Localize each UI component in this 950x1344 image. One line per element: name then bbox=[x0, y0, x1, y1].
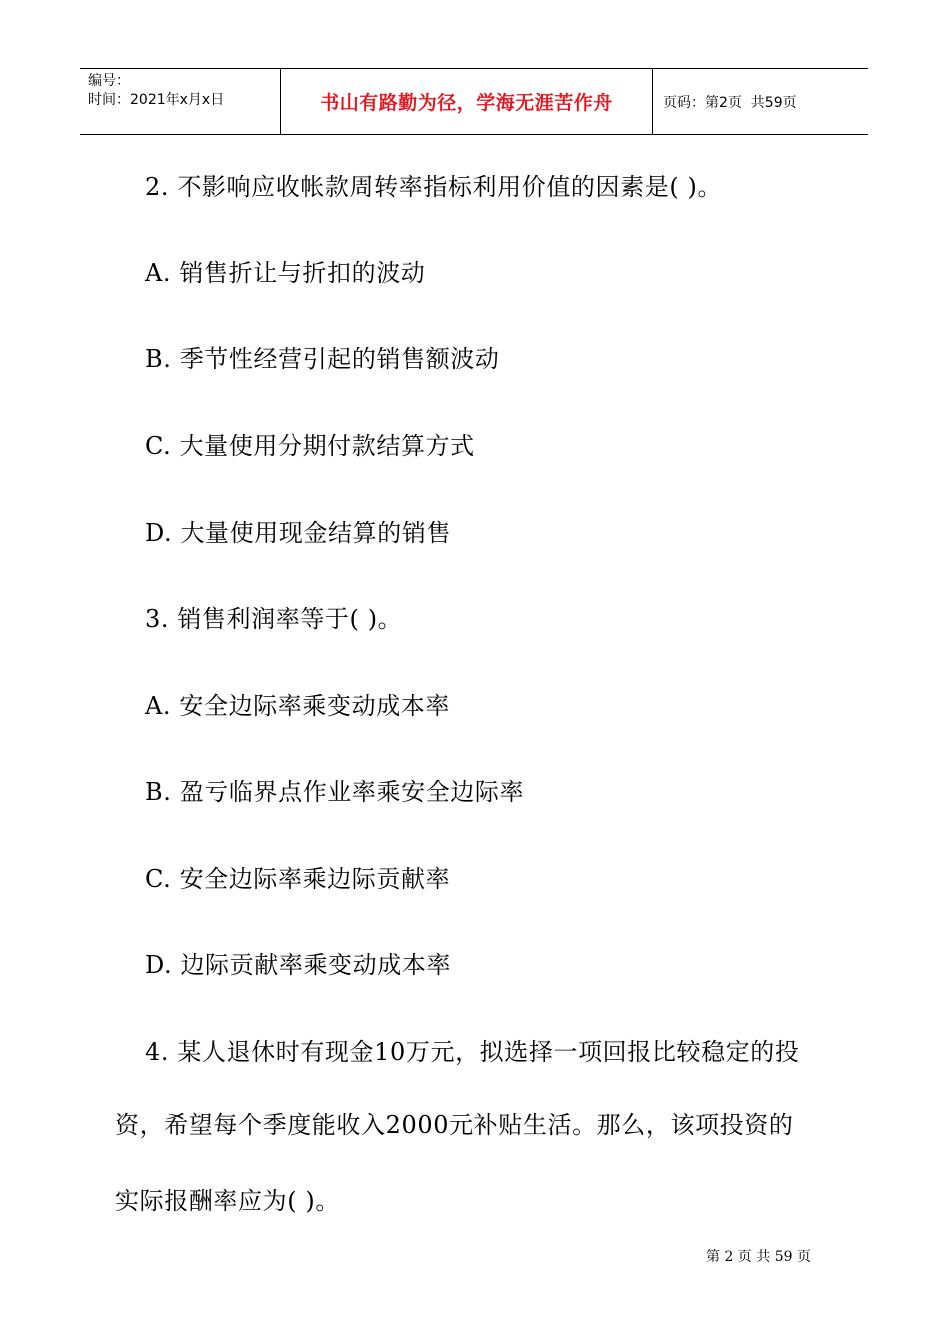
question-2-stem: 2. 不影响应收帐款周转率指标利用价值的因素是( )。 bbox=[145, 173, 723, 201]
question-2-option-a: A. 销售折让与折扣的波动 bbox=[145, 259, 426, 287]
question-4-line-1: 4. 某人退休时有现金10万元，拟选择一项回报比较稳定的投 bbox=[145, 1038, 800, 1066]
document-header bbox=[80, 68, 868, 135]
motto-text: 书山有路勤为径，学海无涯苦作舟 bbox=[320, 92, 613, 114]
header-page-cell bbox=[653, 69, 868, 134]
question-4-line-2: 资，希望每个季度能收入2000元补贴生活。那么，该项投资的 bbox=[115, 1111, 794, 1139]
question-2-option-d: D. 大量使用现金结算的销售 bbox=[145, 519, 452, 547]
page-info: 页码：第2页 共59页 bbox=[663, 94, 797, 111]
question-3-option-b: B. 盈亏临界点作业率乘安全边际率 bbox=[145, 778, 525, 806]
header-meta-cell bbox=[80, 69, 281, 134]
question-3-option-a: A. 安全边际率乘变动成本率 bbox=[145, 692, 450, 720]
time-label: 时间：2021年x月x日 bbox=[88, 92, 225, 108]
question-3-option-d: D. 边际贡献率乘变动成本率 bbox=[145, 951, 452, 979]
question-4-line-3: 实际报酬率应为( )。 bbox=[115, 1187, 340, 1215]
question-3-option-c: C. 安全边际率乘边际贡献率 bbox=[145, 865, 451, 893]
question-2-option-c: C. 大量使用分期付款结算方式 bbox=[145, 432, 475, 460]
question-3-stem: 3. 销售利润率等于( )。 bbox=[145, 605, 403, 633]
question-2-option-b: B. 季节性经营引起的销售额波动 bbox=[145, 345, 500, 373]
header-motto-cell bbox=[281, 69, 653, 134]
page-footer: 第 2 页 共 59 页 bbox=[706, 1249, 811, 1265]
serial-label: 编号： bbox=[88, 73, 130, 89]
